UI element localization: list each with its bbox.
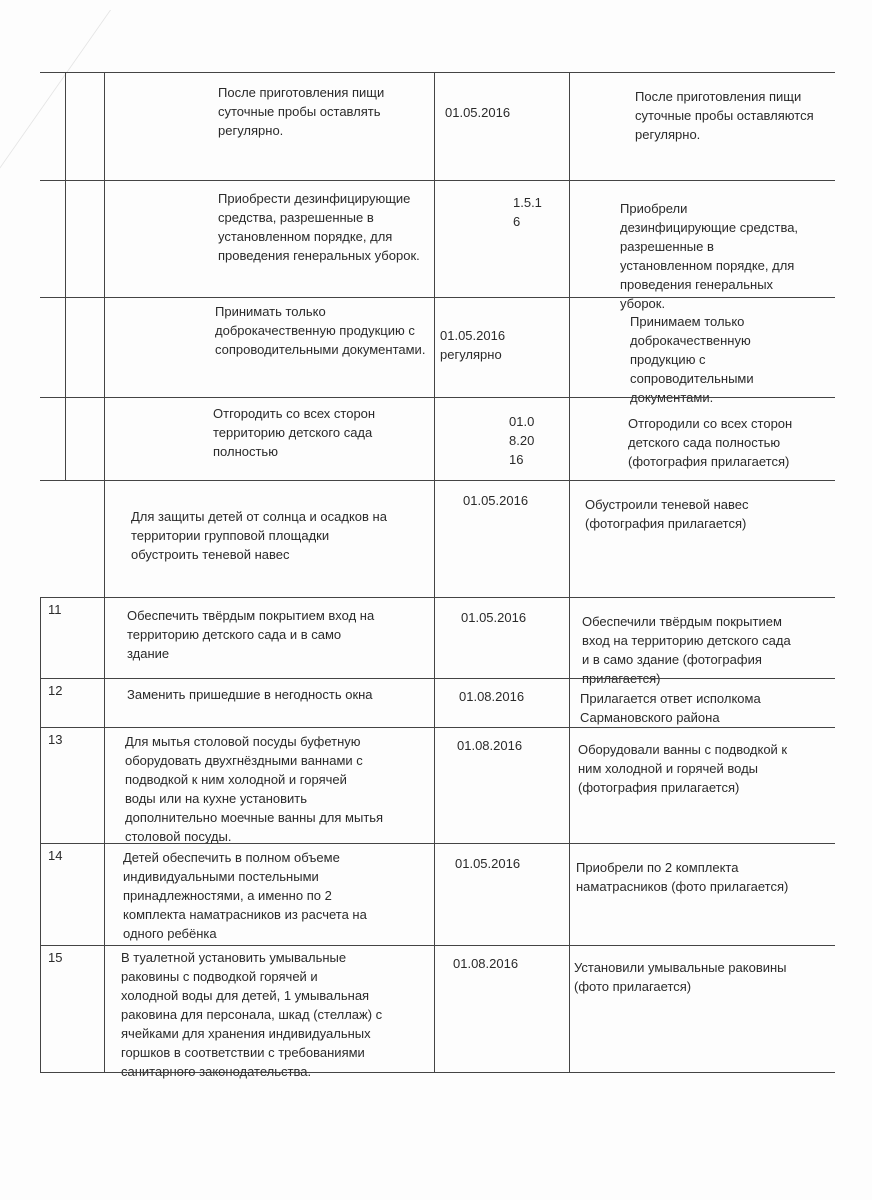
result-cell: Приобрели дезинфицирующие средства, разрешенные в установленном порядке, для проведения генеральных уборок. xyxy=(620,201,799,311)
task-cell: Отгородить со всех сторон территорию детского сада полностью xyxy=(105,398,435,481)
row-number xyxy=(40,481,105,598)
task-cell: Для мытья столовой посуды буфетную оборудовать двухгнёздными ваннами с подводкой к ним холодной и горячей воды или на кухне установить дополнительно моечные ванны для мытья столовой посуды. xyxy=(105,728,435,844)
result-cell: Отгородили со всех сторон детского сада полностью (фотография прилагается) xyxy=(628,416,793,469)
result-cell: Оборудовали ванны с подводкой к ним холодной и горячей воды (фотография прилагается) xyxy=(578,742,788,795)
row-number: 13 xyxy=(40,728,105,844)
task-cell: Приобрести дезинфицирующие средства, разрешенные в установленном порядке, для проведения генеральных уборок. xyxy=(105,181,435,298)
task-cell: Детей обеспечить в полном объеме индивидуальными постельными принадлежностями, а именно по 2 комплекта наматрасников из расчета на одного ребёнка xyxy=(105,844,435,946)
date-cell: 01.05.2016 xyxy=(435,844,570,946)
task-cell: Обеспечить твёрдым покрытием вход на территорию детского сада и в само здание xyxy=(105,598,435,679)
date-cell: 01.05.2016 xyxy=(435,481,570,598)
date-cell: 01.05.2016 xyxy=(435,73,570,181)
row-number: 12 xyxy=(40,679,105,728)
task-cell: Заменить пришедшие в негодность окна xyxy=(105,679,435,728)
result-cell: Установили умывальные раковины (фото прилагается) xyxy=(574,960,787,994)
date-cell: 01.08.2016 xyxy=(435,728,570,844)
table-row xyxy=(40,597,835,686)
table-row xyxy=(40,180,835,311)
table-row xyxy=(40,678,835,728)
date-cell: 01.08.2016 xyxy=(435,946,570,1073)
task-cell: Для защиты детей от солнца и осадков на территории групповой площадки обустроить теневой навес xyxy=(105,481,435,598)
table-row xyxy=(40,397,835,481)
table-row xyxy=(40,480,835,598)
row-number: 15 xyxy=(40,946,105,1073)
row-number: 11 xyxy=(40,598,105,679)
row-number xyxy=(40,73,105,181)
result-cell: Прилагается ответ исполкома Сармановского района xyxy=(580,691,761,725)
date-cell: 1.5.1 6 xyxy=(435,181,570,298)
date-cell: 01.05.2016 регулярно xyxy=(435,298,570,398)
table-row xyxy=(40,727,835,844)
table-row xyxy=(40,945,835,1079)
row-number xyxy=(40,181,105,298)
result-cell: Принимаем только доброкачественную продукцию с сопроводительными документами. xyxy=(630,314,754,405)
date-cell: 01.05.2016 xyxy=(435,598,570,679)
row-number xyxy=(40,298,105,398)
result-cell: Обустроили теневой навес (фотография прилагается) xyxy=(585,497,749,531)
row-number xyxy=(40,398,105,481)
table-row xyxy=(40,297,835,405)
task-cell: Принимать только доброкачественную продукцию с сопроводительными документами. xyxy=(105,298,435,398)
date-cell: 01.0 8.20 16 xyxy=(435,398,570,481)
task-cell: В туалетной установить умывальные раковины с подводкой горячей и холодной воды для детей, 1 умывальная раковина для персонала, шкад (стеллаж) с ячейками для хранения индивидуальных горшков в соответствии с требованиями санитарного законодательства. xyxy=(105,946,435,1073)
result-cell: Приобрели по 2 комплекта наматрасников (фото прилагается) xyxy=(576,860,789,894)
row-number: 14 xyxy=(40,844,105,946)
date-cell: 01.08.2016 xyxy=(435,679,570,728)
result-cell: После приготовления пищи суточные пробы оставляются регулярно. xyxy=(635,89,814,142)
task-cell: После приготовления пищи суточные пробы оставлять регулярно. xyxy=(105,73,435,181)
table-row xyxy=(40,72,835,181)
table-row xyxy=(40,843,835,946)
result-cell: Обеспечили твёрдым покрытием вход на территорию детского сада и в само здание (фотография прилагается) xyxy=(582,614,791,686)
table-bottom-border xyxy=(40,1072,835,1073)
